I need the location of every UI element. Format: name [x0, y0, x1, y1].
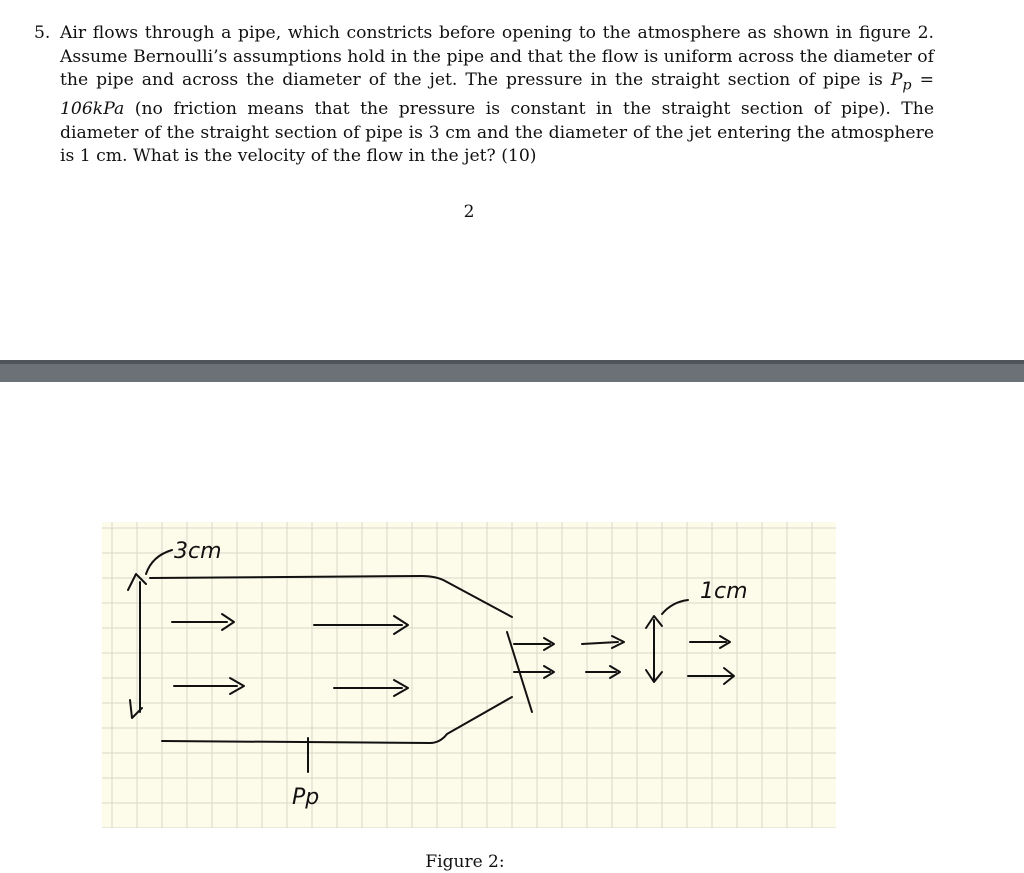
jet-arrow-3	[582, 636, 624, 648]
jet-arrow-1	[514, 638, 554, 650]
problem-statement	[34, 22, 934, 169]
pressure-value: = 106kPa	[60, 70, 934, 120]
label-pressure: Pp	[292, 785, 320, 810]
label-pipe-diameter: 3cm	[174, 539, 222, 564]
pipe-sketch-svg	[102, 522, 836, 828]
figure-pipe-sketch	[102, 522, 836, 828]
label-jet-diameter: 1cm	[700, 579, 748, 604]
flow-arrow-3	[174, 678, 244, 694]
pressure-symbol: P	[890, 70, 903, 91]
jet-diameter-leader	[662, 600, 688, 614]
pipe-top-wall	[150, 576, 512, 617]
flow-arrow-4	[334, 680, 408, 696]
page-divider	[0, 360, 1024, 382]
problem-text-before: Air flows through a pipe, which constricts before opening to the atmosphere as shown in figure 2. Assume Bernoulli’s assumptions hold in the pipe and that the flow is uniform across the diameter of the pipe and across the diameter of the jet. The pressure in the straight section of pipe is	[60, 23, 934, 91]
flow-arrow-2	[314, 616, 408, 634]
jet-arrow-4	[586, 666, 620, 678]
jet-arrow-6	[688, 668, 734, 684]
jet-arrow-5	[690, 636, 730, 648]
problem-number: 5.	[34, 23, 51, 43]
figure-caption: Figure 2:	[425, 852, 505, 872]
problem-text	[60, 22, 934, 169]
page-number: 2	[463, 202, 475, 222]
pressure-subscript: p	[902, 77, 912, 94]
diameter-3cm-leader	[146, 550, 172, 574]
problem-text-after: (no friction means that the pressure is constant in the straight section of pipe). The diameter of the straight section of pipe is 3 cm and the diameter of the jet entering the atmosphere is 1 cm. What is the velocity of the flow in the jet? (10)	[60, 99, 934, 167]
